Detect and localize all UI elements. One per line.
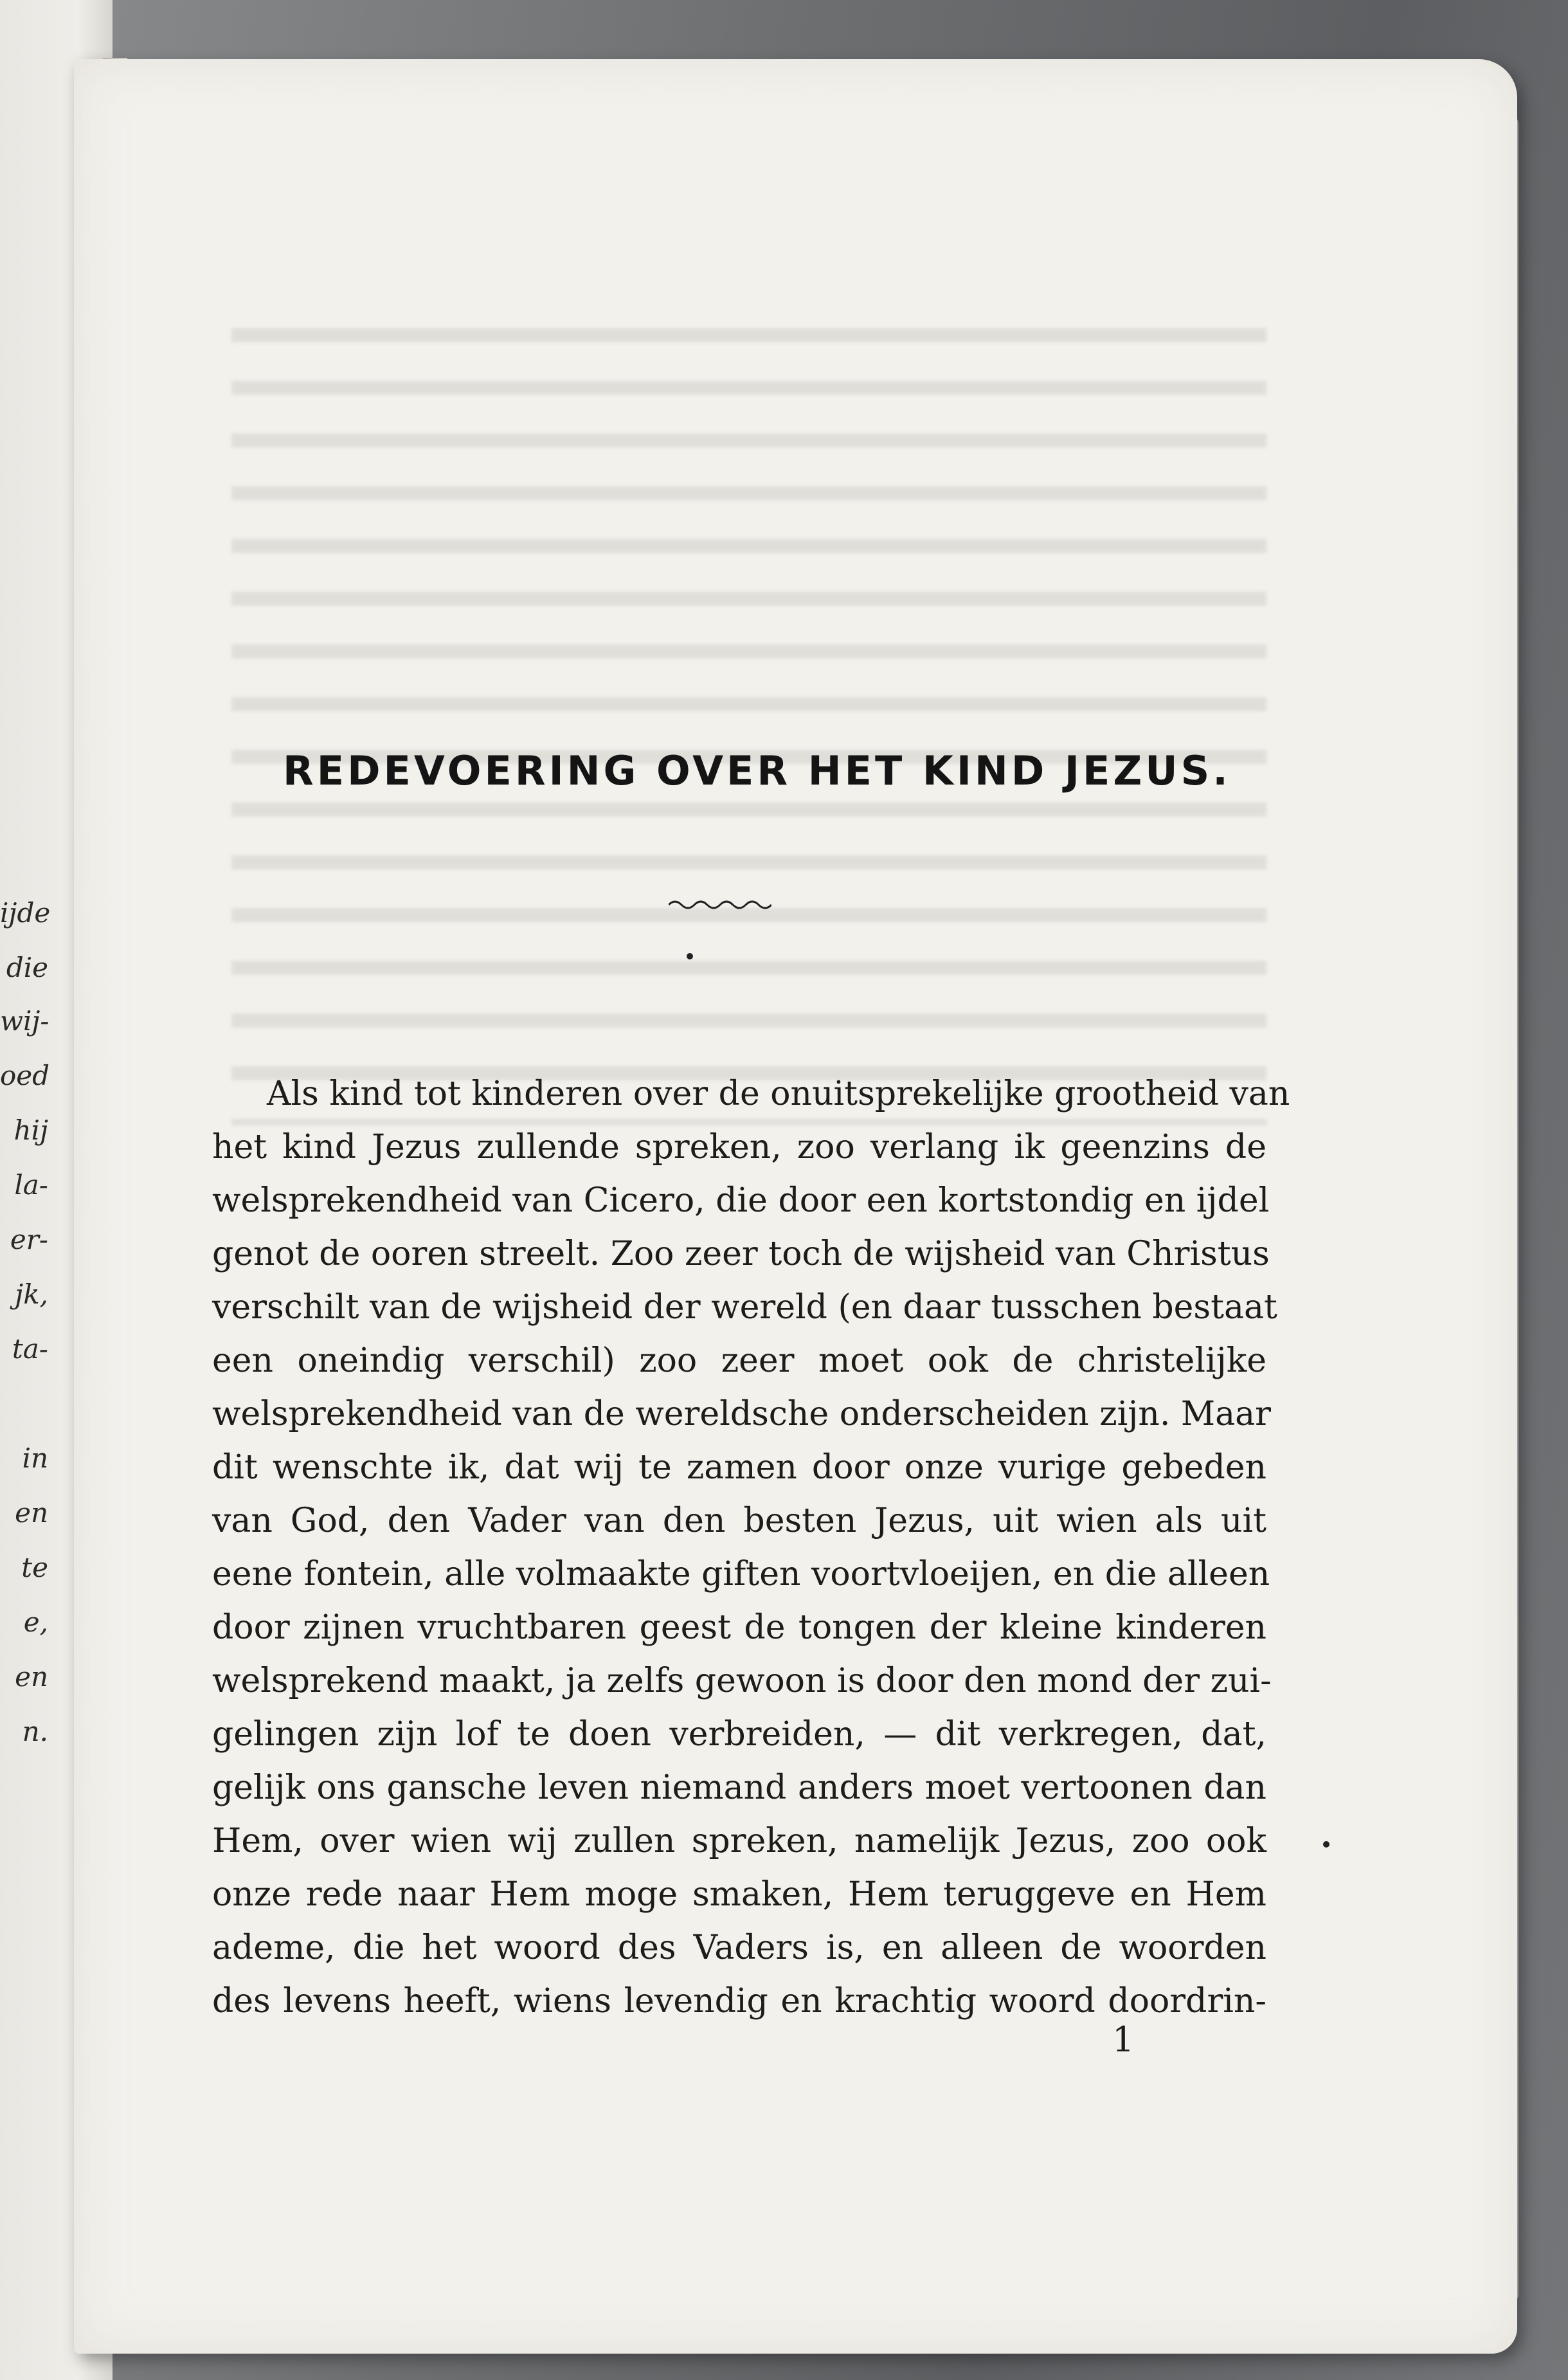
text-line: verschilt van de wijsheid der wereld (en daar tusschen bestaat xyxy=(212,1288,1277,1327)
show-through-text xyxy=(231,302,1266,1125)
left-page-fragment: en xyxy=(15,1661,48,1693)
text-line: Als kind tot kinderen over de onuitsprekelijke grootheid van xyxy=(267,1075,1290,1113)
page-title: REDEVOERING OVER HET KIND JEZUS. xyxy=(283,747,1231,794)
text-line: genot de ooren streelt. Zoo zeer toch de wijsheid van Christus xyxy=(212,1235,1270,1273)
left-page-fragment: jk, xyxy=(15,1278,48,1310)
text-line: eene fontein, alle volmaakte giften voortvloeijen, en die alleen xyxy=(212,1555,1270,1594)
left-page-fragment: ijde xyxy=(0,897,51,929)
text-line: welsprekendheid van Cicero, die door een kortstondig en ijdel xyxy=(212,1181,1270,1220)
stray-dot xyxy=(687,953,693,959)
text-line: het kind Jezus zullende spreken, zoo verlang ik geenzins de xyxy=(212,1128,1266,1167)
text-line: van God, den Vader van den besten Jezus, uit wien als uit xyxy=(212,1502,1266,1540)
left-page-fragment: in xyxy=(22,1442,48,1474)
text-line: onze rede naar Hem moge smaken, Hem teruggeve en Hem xyxy=(212,1875,1266,1914)
left-page-fragment: te xyxy=(21,1552,48,1583)
left-page-fragment: er- xyxy=(10,1224,48,1255)
left-page-fragment: n. xyxy=(22,1716,48,1747)
text-line: door zijnen vruchtbaren geest de tongen der kleine kinderen xyxy=(212,1608,1266,1647)
left-page-fragment: hij xyxy=(14,1114,48,1146)
text-line: welsprekend maakt, ja zelfs gewoon is door den mond der zui- xyxy=(212,1662,1272,1700)
left-page-fragment: oed xyxy=(0,1060,50,1091)
left-page-fragment: e, xyxy=(23,1606,48,1638)
page-number: 1 xyxy=(1112,2019,1135,2060)
left-page-fragment: wij- xyxy=(0,1005,50,1037)
text-line: Hem, over wien wij zullen spreken, namelijk Jezus, zoo ook xyxy=(212,1822,1266,1860)
left-page-fragment: die xyxy=(6,952,48,983)
wavy-rule-icon xyxy=(669,895,771,914)
left-page-fragment: en xyxy=(15,1497,48,1529)
text-line: gelijk ons gansche leven niemand anders moet vertoonen dan xyxy=(212,1768,1266,1807)
text-line: gelingen zijn lof te doen verbreiden, — dit verkregen, dat, xyxy=(212,1715,1266,1754)
text-line: dit wenschte ik, dat wij te zamen door onze vurige gebeden xyxy=(212,1448,1266,1487)
left-page-fragment: ta- xyxy=(12,1333,48,1365)
text-line: welsprekendheid van de wereldsche onderscheiden zijn. Maar xyxy=(212,1395,1272,1433)
body-text xyxy=(212,1067,1290,2028)
text-line: een oneindig verschil) zoo zeer moet ook de christelijke xyxy=(212,1341,1266,1380)
title-ornament xyxy=(669,895,771,917)
left-page-fragment: la- xyxy=(14,1169,48,1201)
text-line: des levens heeft, wiens levendig en krachtig woord doordrin- xyxy=(212,1982,1266,2021)
stray-dot xyxy=(1323,1841,1329,1848)
text-line: ademe, die het woord des Vaders is, en alleen de woorden xyxy=(212,1929,1266,1967)
